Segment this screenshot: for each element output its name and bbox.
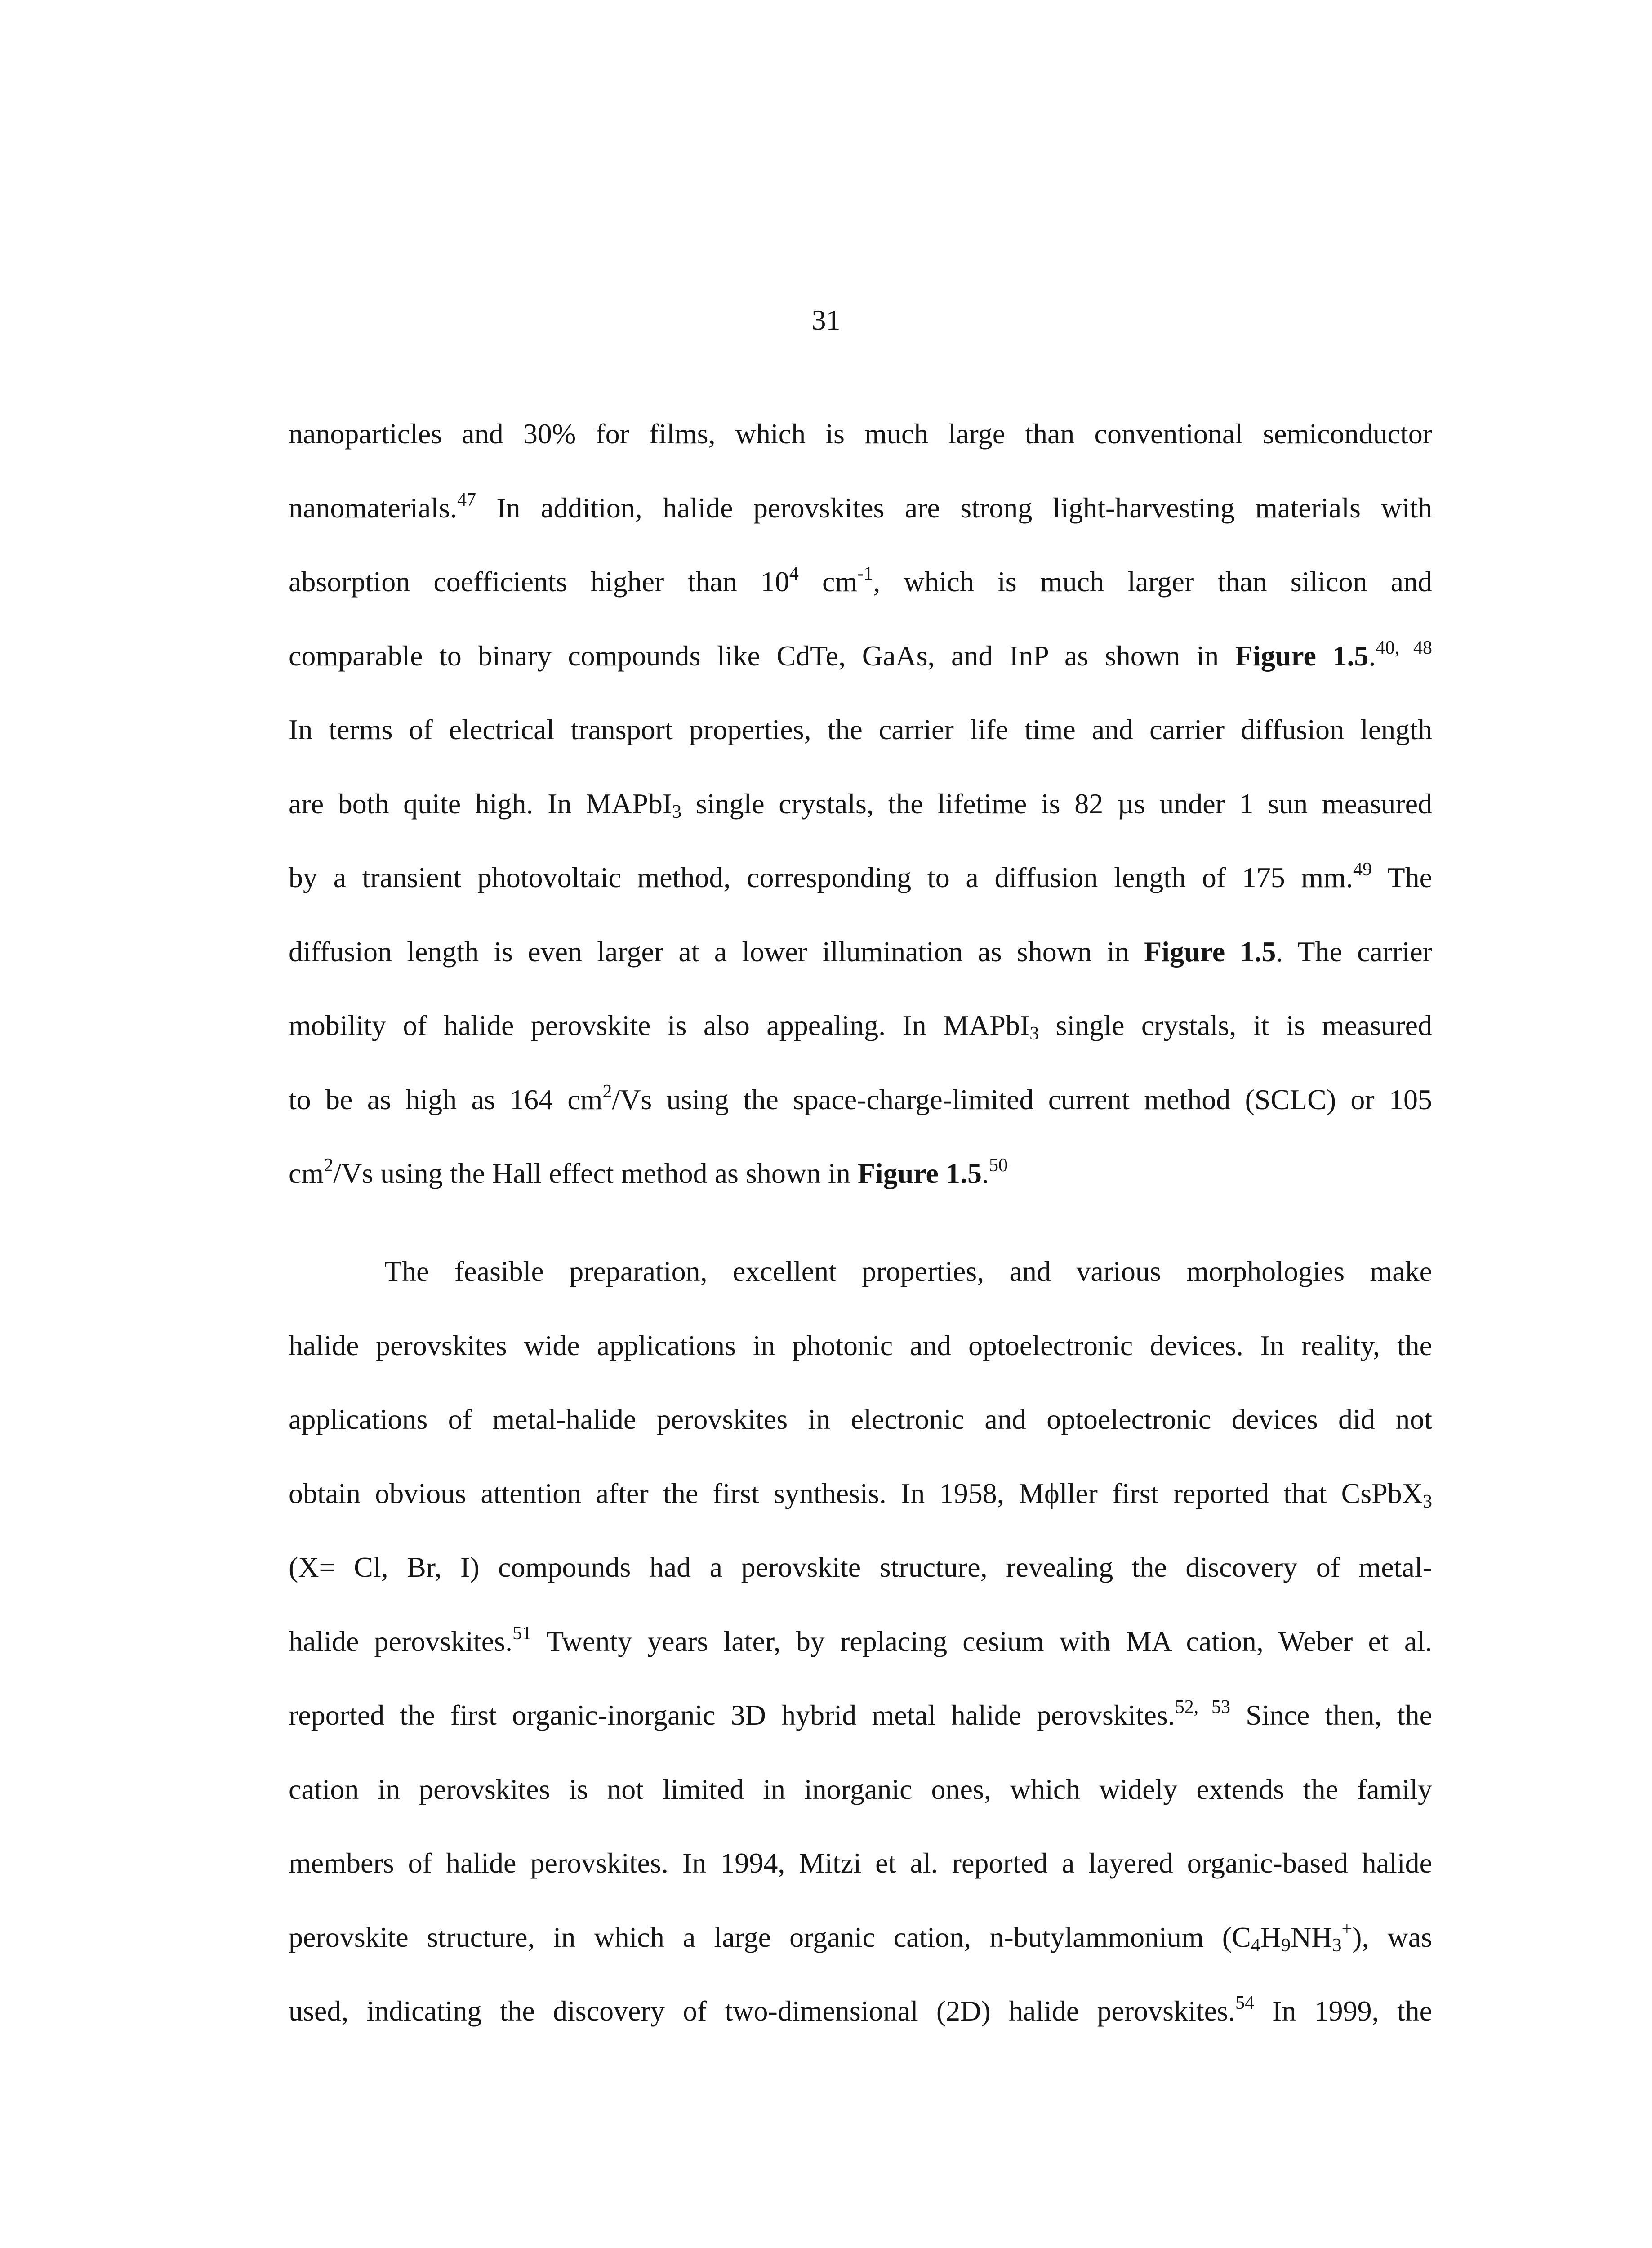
text-line: used, indicating the discovery of two-dimensional (2D) halide perovskites.$^{54}$ In 1999, the xyxy=(289,1993,1432,2027)
text-line: cation in perovskites is not limited in inorganic ones, which widely extends the family xyxy=(289,1773,1432,1805)
text-line: absorption coefficients higher than $10^4$ $cm^{-1}$, which is much larger than silicon and xyxy=(289,563,1433,598)
text-line: members of halide perovskites. In 1994, Mitzi et al. reported a layered organic-based halide xyxy=(289,1847,1432,1879)
page-number: 31 xyxy=(811,304,841,336)
citation: 51 xyxy=(512,1623,532,1644)
citation: 47 xyxy=(457,489,476,510)
text-line: The feasible preparation, excellent properties, and various morphologies make xyxy=(384,1255,1432,1287)
figure-reference: Figure 1.5 xyxy=(1235,639,1369,672)
text-line: $cm^2/Vs$ using the Hall effect method as shown in Figure 1.5.50 xyxy=(289,1155,1008,1189)
paragraph-1 xyxy=(289,397,1432,1211)
text-line: mobility of halide perovskite is also appealing. In MAPbI$_3$ single crystals, it is measured xyxy=(289,1009,1433,1044)
text-line: comparable to binary compounds like CdTe, GaAs, and InP as shown in Figure 1.5.$^{40, 48}$ xyxy=(289,637,1433,672)
text-line: nanoparticles and 30% for films, which is much large than conventional semiconductor xyxy=(289,418,1432,450)
text-line: to be as high as 164 $cm^2/Vs$ using the space-charge-limited current method (SCLC) or 105 xyxy=(289,1081,1433,1115)
paragraph-2 xyxy=(289,1235,1432,2048)
text-line: reported the first organic-inorganic 3D hybrid metal halide perovskites.$^{52, 53}$ Since then, the xyxy=(289,1697,1433,1731)
citation: 52, 53 xyxy=(1175,1697,1230,1717)
text-line: by a transient photovoltaic method, corresponding to a diffusion length of 175 mm.$^{49}$ The xyxy=(289,859,1433,893)
figure-reference: Figure 1.5 xyxy=(857,1157,982,1189)
text-line: obtain obvious attention after the first synthesis. In 1958, Mϕller first reported that CsPbX$_3$ xyxy=(289,1477,1432,1512)
figure-reference: Figure 1.5 xyxy=(1144,935,1276,968)
citation: 40, 48 xyxy=(1376,637,1433,658)
citation: 54 xyxy=(1235,1993,1254,2013)
citation: 49 xyxy=(1353,859,1372,880)
text-line: diffusion length is even larger at a lower illumination as shown in Figure 1.5. The carrier xyxy=(289,935,1433,968)
text-line: nanomaterials.$^{47}$ In addition, halide perovskites are strong light-harvesting materials with xyxy=(289,489,1432,524)
text-line: perovskite structure, in which a large organic cation, n-butylammonium $(C_4H_9NH_3^+)$, was xyxy=(289,1918,1433,1956)
text-line: halide perovskites wide applications in photonic and optoelectronic devices. In reality, the xyxy=(289,1329,1432,1361)
text-line: applications of metal-halide perovskites in electronic and optoelectronic devices did not xyxy=(289,1403,1432,1435)
text-line: (X= Cl, Br, I) compounds had a perovskite structure, revealing the discovery of metal- xyxy=(289,1551,1432,1583)
text-line: are both quite high. In MAPbI$_3$ single crystals, the lifetime is 82 µs under 1 sun measured xyxy=(289,787,1433,822)
citation: 50 xyxy=(989,1155,1008,1176)
text-line: halide perovskites.$^{51}$ Twenty years later, by replacing cesium with MA cation, Weber et al. xyxy=(289,1623,1433,1657)
text-line: In terms of electrical transport properties, the carrier life time and carrier diffusion length xyxy=(289,714,1432,745)
